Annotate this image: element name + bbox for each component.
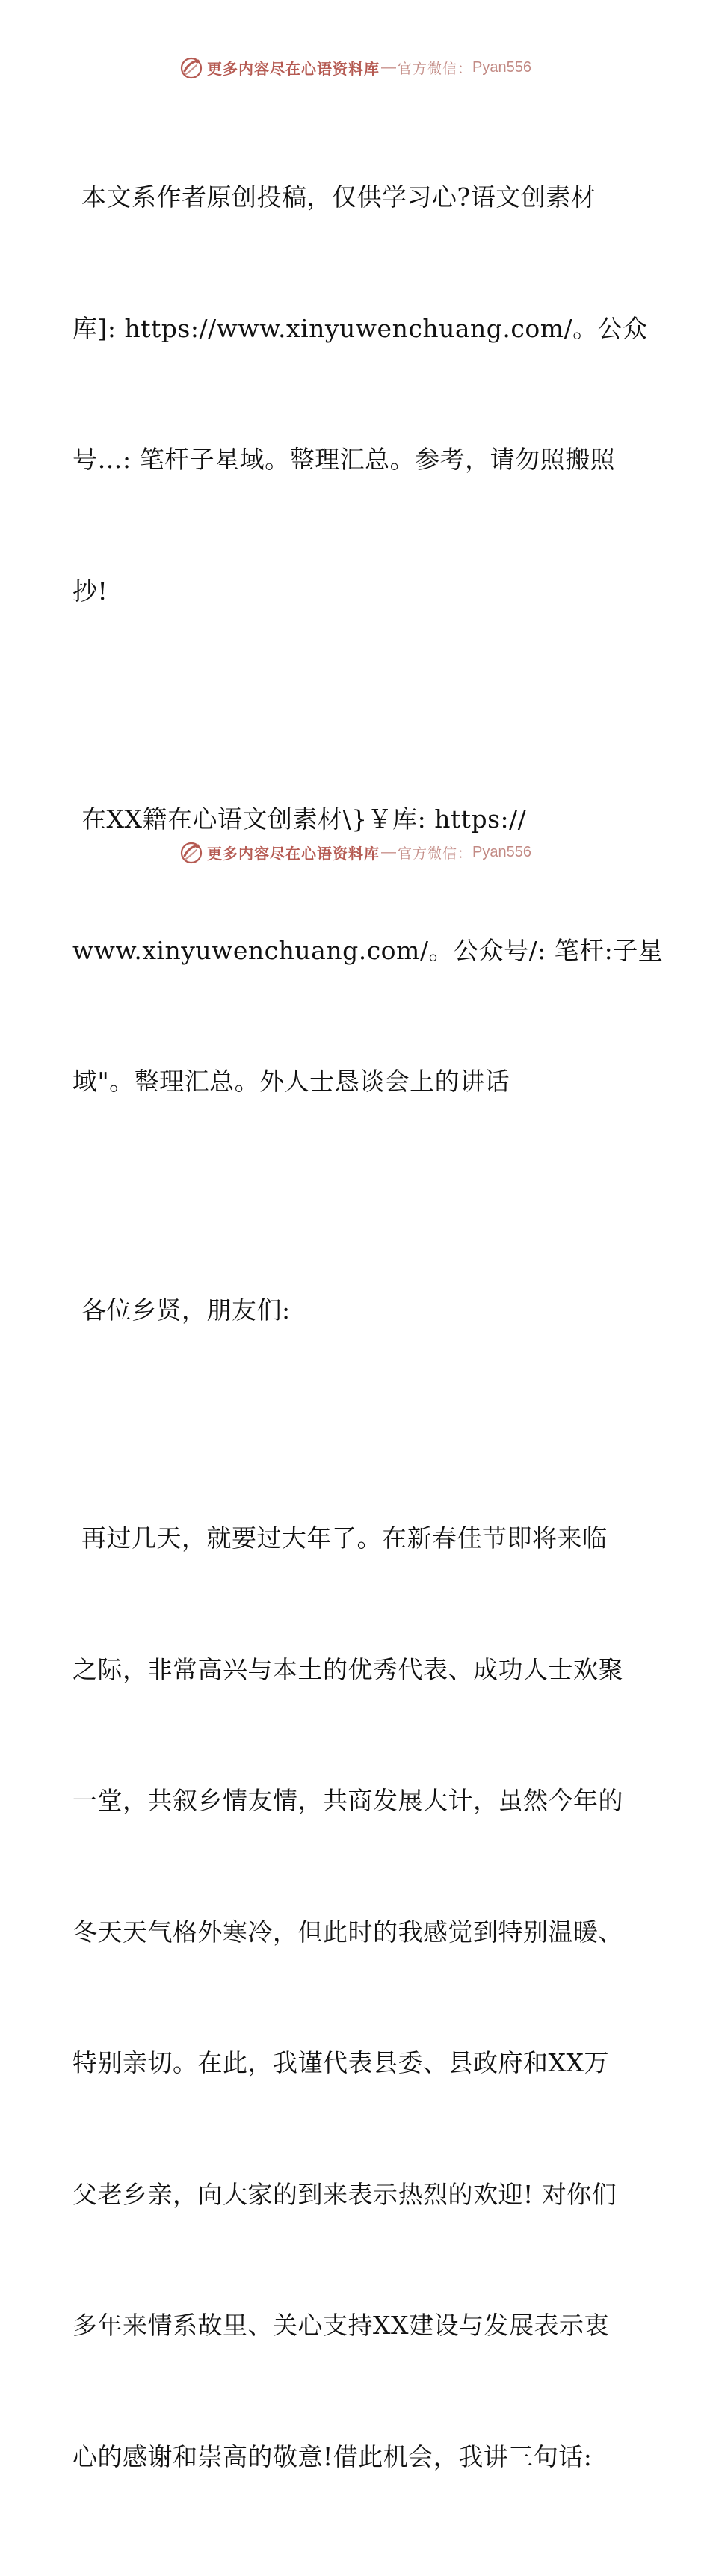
logo-icon bbox=[179, 55, 204, 80]
banner-wechat-id: Pyan556 bbox=[472, 843, 531, 860]
text-line: 号…: 笔杆子星域。整理汇总。参考，请勿照搬照 bbox=[72, 445, 616, 474]
banner-title: 更多内容尽在心语资料库 bbox=[207, 844, 380, 863]
paragraph-3 bbox=[72, 1201, 648, 1420]
footer-banner bbox=[0, 837, 710, 867]
paragraph-2 bbox=[72, 710, 664, 1192]
logo-icon bbox=[179, 839, 204, 865]
text-line: www.xinyuwenchuang.com/。公众号/: 笔杆:子星 bbox=[72, 935, 664, 965]
text-line: 抄! bbox=[72, 576, 108, 606]
text-line: 库]: https://www.xinyuwenchuang.com/。公众 bbox=[72, 313, 648, 343]
header-banner bbox=[0, 52, 710, 82]
paragraph-4 bbox=[72, 1429, 648, 2566]
banner-wechat-id: Pyan556 bbox=[472, 58, 531, 76]
text-line: 域"。整理汇总。外人士恳谈会上的讲话 bbox=[72, 1067, 510, 1096]
text-line: 在XX籍在心语文创素材\}￥库: https:// bbox=[81, 804, 527, 833]
text-line: 一堂，共叙乡情友情，共商发展大计，虽然今年的 bbox=[72, 1786, 623, 1815]
banner-title: 更多内容尽在心语资料库 bbox=[207, 59, 380, 78]
banner-wechat-label: 官方微信： bbox=[398, 845, 473, 862]
banner-wechat-label: 官方微信： bbox=[398, 60, 473, 77]
text-line: 心的感谢和崇高的敬意!借此机会，我讲三句话: bbox=[72, 2441, 593, 2471]
text-line: 之际，非常高兴与本土的优秀代表、成功人士欢聚 bbox=[72, 1654, 623, 1684]
text-line: 特别亲切。在此，我谨代表县委、县政府和XX万 bbox=[72, 2048, 609, 2077]
text-line: 冬天天气格外寒冷，但此时的我感觉到特别温暖、 bbox=[72, 1917, 623, 1947]
banner-dash: — bbox=[381, 843, 396, 860]
text-line: 再过几天，就要过大年了。在新春佳节即将来临 bbox=[81, 1523, 608, 1553]
text-line: 各位乡贤，朋友们: bbox=[81, 1295, 291, 1325]
paragraph-1 bbox=[72, 88, 648, 700]
text-line: 多年来情系故里、关心支持XX建设与发展表示衷 bbox=[72, 2311, 609, 2340]
document-body bbox=[72, 88, 664, 2576]
text-line: 父老乡亲，向大家的到来表示热烈的欢迎! 对你们 bbox=[72, 2179, 617, 2209]
banner-dash: — bbox=[381, 58, 396, 76]
text-line: 本文系作者原创投稿，仅供学习心?语文创素材 bbox=[81, 182, 596, 212]
